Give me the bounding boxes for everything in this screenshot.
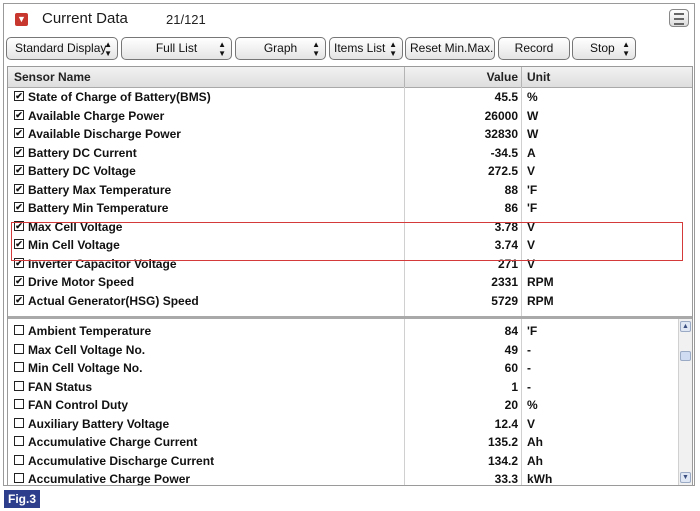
column-divider[interactable] xyxy=(404,67,405,87)
toolbar xyxy=(6,37,692,61)
header-sensor-name[interactable]: Sensor Name xyxy=(14,70,91,84)
sensor-unit: V xyxy=(527,219,536,234)
table-row[interactable] xyxy=(8,88,680,107)
sensor-value: 33.3 xyxy=(494,472,518,486)
row-checkbox[interactable]: ✔ xyxy=(15,109,23,120)
sensor-name: State of Charge of Battery(BMS) xyxy=(28,90,211,104)
sensor-unit: - xyxy=(527,342,531,357)
scroll-thumb[interactable] xyxy=(680,351,691,361)
table-row[interactable] xyxy=(8,470,680,486)
sensor-unit: V xyxy=(527,164,536,178)
updown-arrow-icon: ▲ ▼ xyxy=(312,40,320,58)
row-checkbox[interactable]: ✔ xyxy=(15,146,23,157)
sensor-value: 2331 xyxy=(491,275,518,289)
header-unit[interactable]: Unit xyxy=(527,70,551,84)
row-checkbox[interactable] xyxy=(14,325,24,335)
row-checkbox[interactable] xyxy=(14,473,24,483)
table-row[interactable] xyxy=(8,378,680,397)
collapse-icon[interactable]: ▼ xyxy=(15,13,28,26)
item-count: 21/121 xyxy=(166,12,206,27)
updown-arrow-icon: ▲ ▼ xyxy=(622,40,630,58)
full-list-select[interactable] xyxy=(121,37,232,60)
stop-label: Stop xyxy=(590,41,615,55)
sensor-value: 134.2 xyxy=(487,453,518,468)
current-data-window xyxy=(3,3,695,486)
table-row[interactable] xyxy=(8,181,680,200)
window-title: Current Data xyxy=(42,10,128,27)
row-checkbox[interactable] xyxy=(14,344,24,354)
sensor-name: FAN Control Duty xyxy=(28,398,128,412)
sensor-value: 3.74 xyxy=(494,238,518,252)
table-row[interactable] xyxy=(8,162,680,181)
standard-display-label: Standard Display xyxy=(15,41,107,55)
sensor-name: Min Cell Voltage xyxy=(28,238,120,252)
table-row[interactable] xyxy=(8,396,680,415)
sensor-value: 12.4 xyxy=(494,416,518,431)
scrollbar[interactable] xyxy=(678,319,692,485)
sensor-value: 20 xyxy=(504,398,518,412)
sensor-value: 88 xyxy=(504,182,518,197)
sensor-name: Accumulative Charge Current xyxy=(28,435,198,449)
sensor-unit: V xyxy=(527,416,536,431)
table-header xyxy=(8,67,692,88)
sensor-unit: 'F xyxy=(527,182,538,197)
table-row[interactable] xyxy=(8,341,680,360)
updown-arrow-icon: ▲ ▼ xyxy=(218,40,226,58)
sensor-name: Accumulative Discharge Current xyxy=(28,453,215,468)
row-checkbox[interactable]: ✔ xyxy=(15,91,23,101)
sensor-value: 86 xyxy=(504,201,518,215)
table-row[interactable] xyxy=(8,236,680,255)
sensor-value: 60 xyxy=(504,361,518,375)
sensor-value: 5729 xyxy=(491,293,518,308)
header-value[interactable]: Value xyxy=(486,70,518,84)
row-checkbox[interactable] xyxy=(14,418,24,428)
row-checkbox[interactable]: ✔ xyxy=(15,220,23,231)
sensor-name: Battery Max Temperature xyxy=(28,182,172,197)
row-checkbox[interactable]: ✔ xyxy=(15,294,23,305)
column-divider[interactable] xyxy=(521,67,522,87)
updown-arrow-icon: ▲ ▼ xyxy=(389,40,397,58)
sensor-name: Actual Generator(HSG) Speed xyxy=(28,293,199,308)
sensor-unit: V xyxy=(527,256,536,271)
sensor-value: 3.78 xyxy=(494,219,518,234)
table-row[interactable] xyxy=(8,144,680,163)
title-bar xyxy=(4,4,694,34)
reset-min-max-button[interactable] xyxy=(405,37,495,60)
graph-select[interactable] xyxy=(235,37,326,60)
sensor-value: 1 xyxy=(511,379,518,394)
row-checkbox[interactable]: ✔ xyxy=(15,276,23,286)
sensor-value: -34.5 xyxy=(490,145,518,160)
sensor-unit: W xyxy=(527,127,539,141)
row-checkbox[interactable]: ✔ xyxy=(15,239,23,249)
sensor-name: Available Discharge Power xyxy=(28,127,181,141)
sensor-value: 49 xyxy=(504,342,518,357)
sensor-name: Max Cell Voltage No. xyxy=(28,342,146,357)
table-row[interactable] xyxy=(8,433,680,452)
sensor-unit: A xyxy=(527,145,536,160)
table-row[interactable] xyxy=(8,359,680,378)
sensor-unit: - xyxy=(527,361,531,375)
table-row[interactable] xyxy=(8,199,680,218)
record-button[interactable] xyxy=(498,37,570,60)
sensor-value: 271 xyxy=(497,256,518,271)
scroll-up-icon[interactable]: ▲ xyxy=(680,321,691,332)
table-row[interactable] xyxy=(8,322,680,341)
sensor-unit: kWh xyxy=(527,472,553,486)
table-row[interactable] xyxy=(8,415,680,434)
table-row[interactable] xyxy=(8,218,680,237)
sensor-name: Ambient Temperature xyxy=(28,324,152,338)
row-checkbox[interactable]: ✔ xyxy=(15,183,23,194)
section-divider[interactable] xyxy=(8,316,692,319)
sensor-name: Battery DC Current xyxy=(28,145,137,160)
row-checkbox[interactable] xyxy=(14,455,24,465)
sensor-value: 272.5 xyxy=(487,164,518,178)
reset-min-max-label: Reset Min.Max. xyxy=(410,41,494,55)
sensor-value: 135.2 xyxy=(487,435,518,449)
table-row[interactable] xyxy=(8,107,680,126)
table-row[interactable] xyxy=(8,125,680,144)
sensor-name: Accumulative Charge Power xyxy=(28,472,191,486)
items-list-label: Items List xyxy=(334,41,386,55)
scroll-down-icon[interactable]: ▼ xyxy=(680,472,691,483)
sensor-unit: V xyxy=(527,238,536,252)
sensor-name: Drive Motor Speed xyxy=(28,275,135,289)
full-list-label: Full List xyxy=(155,41,198,55)
sensor-name: Available Charge Power xyxy=(28,108,165,123)
sensor-name: Inverter Capacitor Voltage xyxy=(28,256,177,271)
sensor-unit: 'F xyxy=(527,201,538,215)
sensor-name: Max Cell Voltage xyxy=(28,219,123,234)
updown-arrow-icon: ▲ ▼ xyxy=(104,40,112,58)
sensor-name: Min Cell Voltage No. xyxy=(28,361,143,375)
table-row[interactable] xyxy=(8,292,680,311)
sensor-value: 32830 xyxy=(484,127,518,141)
row-checkbox[interactable]: ✔ xyxy=(15,165,23,175)
sensor-unit: Ah xyxy=(527,435,543,449)
sensor-unit: - xyxy=(527,379,531,394)
table-row[interactable] xyxy=(8,452,680,471)
items-list-select[interactable] xyxy=(329,37,403,60)
sensor-unit: Ah xyxy=(527,453,543,468)
standard-display-select[interactable] xyxy=(6,37,118,60)
sensor-table xyxy=(7,66,693,486)
graph-label: Graph xyxy=(263,41,298,55)
table-row[interactable] xyxy=(8,273,680,292)
sensor-name: FAN Status xyxy=(28,379,93,394)
sensor-name: Battery Min Temperature xyxy=(28,201,169,215)
sensor-unit: RPM xyxy=(527,275,554,289)
figure-label: Fig.3 xyxy=(4,490,40,508)
row-checkbox[interactable] xyxy=(14,362,24,372)
row-checkbox[interactable] xyxy=(14,436,24,446)
stop-select[interactable] xyxy=(572,37,636,60)
row-checkbox[interactable]: ✔ xyxy=(15,257,23,268)
sensor-unit: % xyxy=(527,398,538,412)
table-row[interactable] xyxy=(8,255,680,274)
sensor-name: Auxiliary Battery Voltage xyxy=(28,416,170,431)
sensor-value: 84 xyxy=(504,324,518,338)
sensor-name: Battery DC Voltage xyxy=(28,164,136,178)
sensor-unit: 'F xyxy=(527,324,538,338)
row-checkbox[interactable] xyxy=(14,381,24,391)
menu-icon[interactable] xyxy=(669,9,689,27)
sensor-value: 45.5 xyxy=(494,90,518,104)
record-label: Record xyxy=(514,41,554,55)
row-checkbox[interactable]: ✔ xyxy=(15,128,23,138)
sensor-unit: W xyxy=(527,108,539,123)
sensor-unit: RPM xyxy=(527,293,554,308)
sensor-unit: % xyxy=(527,90,538,104)
row-checkbox[interactable] xyxy=(14,399,24,409)
sensor-value: 26000 xyxy=(484,108,518,123)
row-checkbox[interactable]: ✔ xyxy=(15,202,23,212)
